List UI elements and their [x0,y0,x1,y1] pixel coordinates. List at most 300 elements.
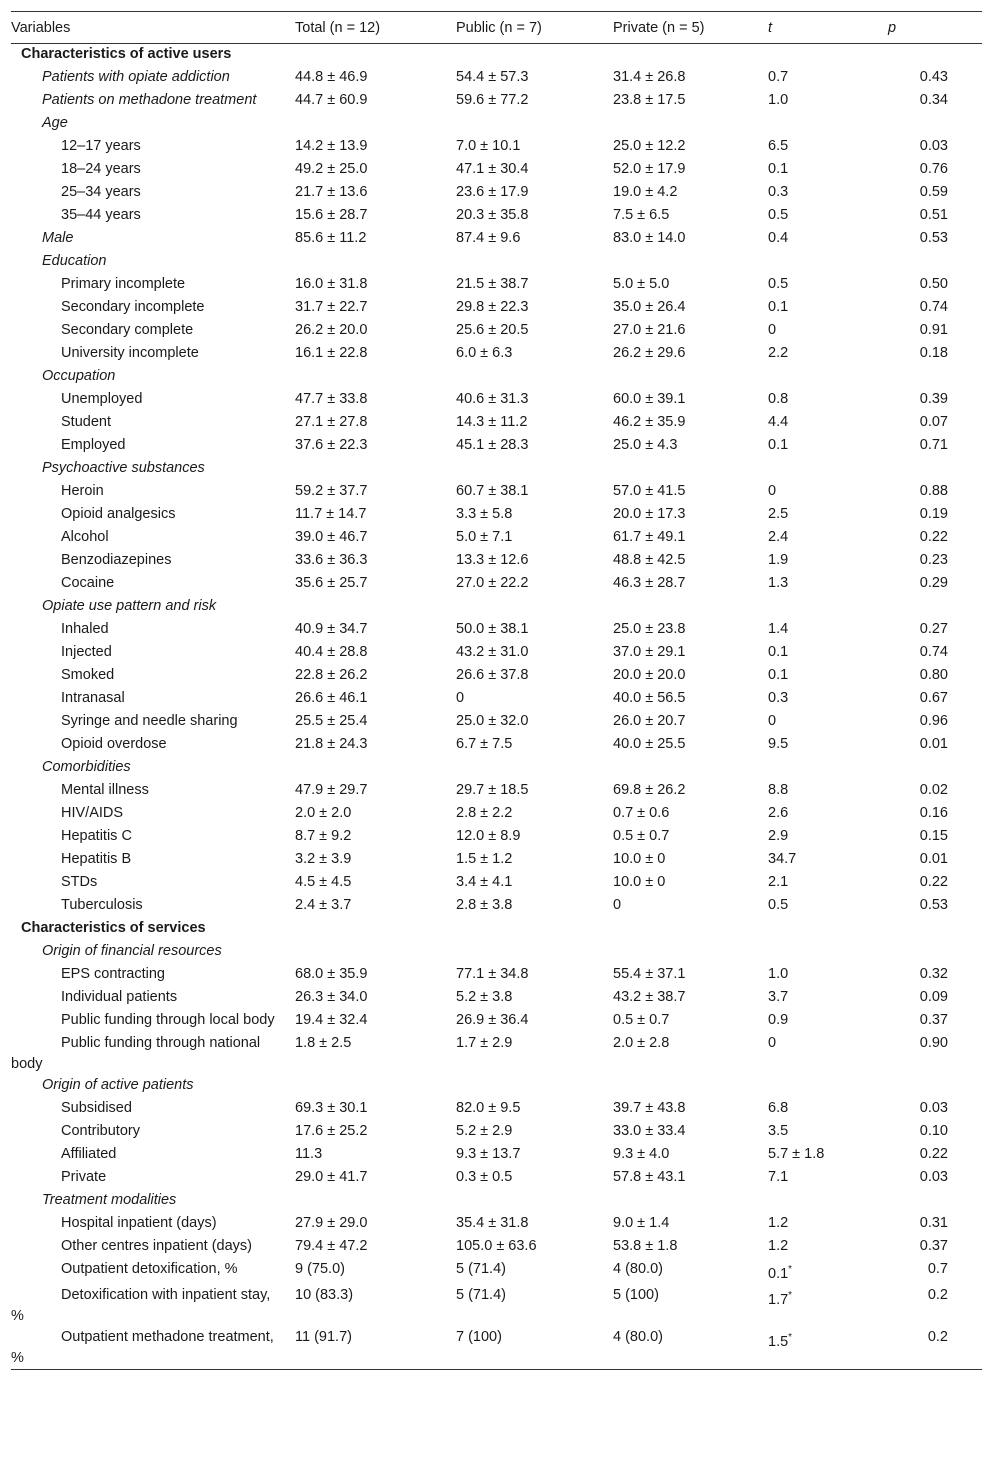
cell-t: 0.5 [768,897,789,913]
cell-t: 0.1 [768,161,789,177]
cell-public [456,757,613,780]
cell-public: 6.0 ± 6.3 [456,345,513,361]
cell-total: 10 (83.3) [295,1286,354,1303]
table-row [11,297,982,320]
cell-p: 0.09 [919,989,948,1005]
table-row [11,734,982,757]
cell-t: 0.1* [768,1264,793,1282]
cell-private [613,44,768,68]
cell-t: 0.1 [768,437,789,453]
cell-private: 25.0 ± 12.2 [613,138,686,154]
row-label: Male [42,230,74,246]
table-body [11,44,982,1370]
group-row [11,366,982,389]
table-row [11,343,982,366]
cell-total: 40.9 ± 34.7 [295,621,368,637]
cell-t [768,458,888,481]
cell-total: 11.3 [295,1146,323,1162]
cell-total: 9 (75.0) [295,1261,345,1277]
cell-private: 55.4 ± 37.1 [613,966,686,982]
cell-total: 44.7 ± 60.9 [295,92,368,108]
cell-t: 5.7 ± 1.8 [768,1146,825,1162]
cell-private: 69.8 ± 26.2 [613,782,686,798]
cell-public: 25.0 ± 32.0 [456,713,529,729]
cell-private [613,596,768,619]
cell-private: 5.0 ± 5.0 [613,276,670,292]
cell-public: 5 (71.4) [456,1286,506,1303]
row-label: Patients with opiate addiction [42,69,230,85]
group-row [11,251,982,274]
row-label: Origin of active patients [42,1077,194,1093]
cell-public: 26.6 ± 37.8 [456,667,529,683]
table-row [11,688,982,711]
cell-total: 31.7 ± 22.7 [295,299,368,315]
cell-private: 39.7 ± 43.8 [613,1100,686,1116]
cell-total: 47.9 ± 29.7 [295,782,368,798]
cell-p: 0.03 [919,1100,948,1116]
cell-p [888,918,982,941]
table-row [11,642,982,665]
cell-t: 1.2 [768,1238,789,1254]
cell-private: 37.0 ± 29.1 [613,644,686,660]
row-label: Student [61,414,111,430]
header-total: Total (n = 12) [295,12,456,44]
cell-private: 52.0 ± 17.9 [613,161,686,177]
cell-private: 7.5 ± 6.5 [613,207,670,223]
cell-private: 0.5 ± 0.7 [613,1012,670,1028]
cell-public: 3.4 ± 4.1 [456,874,513,890]
cell-total: 85.6 ± 11.2 [295,230,367,246]
row-label: Patients on methadone treatment [42,92,257,108]
row-label: Injected [61,644,112,660]
cell-total: 44.8 ± 46.9 [295,69,368,85]
cell-p: 0.80 [919,667,948,683]
cell-t: 1.5* [768,1327,888,1370]
cell-private: 43.2 ± 38.7 [613,989,686,1005]
row-label: Affiliated [61,1146,117,1162]
cell-private: 19.0 ± 4.2 [613,184,678,200]
table-row [11,780,982,803]
cell-private: 27.0 ± 21.6 [613,322,686,338]
cell-total [295,366,456,389]
table-row [11,1121,982,1144]
table-row [11,159,982,182]
cell-t: 1.3 [768,575,789,591]
cell-p [888,113,982,136]
cell-public: 59.6 ± 77.2 [456,92,529,108]
cell-p: 0.74 [919,644,948,660]
cell-p: 0.10 [919,1123,948,1139]
cell-public: 35.4 ± 31.8 [456,1215,529,1231]
cell-p: 0.91 [919,322,948,338]
cell-total: 27.9 ± 29.0 [295,1215,368,1231]
cell-total: 39.0 ± 46.7 [295,529,368,545]
cell-total [295,941,456,964]
row-label: Treatment modalities [42,1192,177,1208]
cell-public: 2.8 ± 3.8 [456,897,513,913]
table-row [11,205,982,228]
cell-p: 0.53 [919,897,948,913]
cell-private: 0.5 ± 0.7 [613,828,670,844]
cell-t: 6.5 [768,138,789,154]
cell-p: 0.90 [919,1035,948,1051]
cell-public [456,113,613,136]
cell-private: 40.0 ± 56.5 [613,690,686,706]
table-row [11,803,982,826]
cell-t: 6.8 [768,1100,789,1116]
cell-p: 0.74 [919,299,948,315]
cell-t: 0 [768,322,777,338]
cell-t: 0 [768,483,777,499]
cell-private: 5 (100) [613,1286,659,1303]
cell-total: 40.4 ± 28.8 [295,644,368,660]
section-row [11,918,982,941]
cell-p [888,366,982,389]
cell-public: 0 [456,690,465,706]
cell-p: 0.29 [919,575,948,591]
cell-public: 87.4 ± 9.6 [456,230,521,246]
cell-p: 0.7 [927,1261,948,1277]
cell-total: 68.0 ± 35.9 [295,966,368,982]
cell-private: 57.0 ± 41.5 [613,483,686,499]
cell-private [613,757,768,780]
table-row [11,849,982,872]
cell-p: 0.71 [919,437,948,453]
cell-total [295,1190,456,1213]
header-variables: Variables [11,12,295,44]
row-label: Benzodiazepines [61,552,172,568]
cell-public: 14.3 ± 11.2 [456,414,528,430]
row-label: 25–34 years [61,184,141,200]
cell-total: 2.4 ± 3.7 [295,897,352,913]
cell-p: 0.32 [919,966,948,982]
cell-public: 105.0 ± 63.6 [456,1238,537,1254]
cell-total: 22.8 ± 26.2 [295,667,368,683]
table-row [11,1033,982,1075]
cell-public: 29.8 ± 22.3 [456,299,529,315]
cell-p: 0.02 [919,782,948,798]
cell-public: 6.7 ± 7.5 [456,736,513,752]
table-row [11,67,982,90]
cell-p [888,757,982,780]
cell-private [613,1190,768,1213]
cell-total: 79.4 ± 47.2 [295,1238,368,1254]
row-label: University incomplete [61,345,199,361]
cell-public [456,1075,613,1098]
group-row [11,1075,982,1098]
cell-total [295,113,456,136]
cell-total [295,458,456,481]
cell-private: 53.8 ± 1.8 [613,1238,678,1254]
cell-private: 46.2 ± 35.9 [613,414,686,430]
cell-private: 61.7 ± 49.1 [613,529,686,545]
row-label: 18–24 years [61,161,141,177]
cell-public: 0.3 ± 0.5 [456,1169,513,1185]
row-label: Alcohol [61,529,109,545]
cell-t: 2.4 [768,529,789,545]
cell-p: 0.15 [919,828,948,844]
header-row [11,12,982,44]
cell-private: 2.0 ± 2.8 [613,1035,670,1051]
cell-public: 20.3 ± 35.8 [456,207,529,223]
cell-total: 17.6 ± 25.2 [295,1123,368,1139]
row-label: Mental illness [61,782,149,798]
cell-t [768,113,888,136]
cell-public: 43.2 ± 31.0 [456,644,529,660]
cell-p: 0.37 [919,1238,948,1254]
table-row [11,504,982,527]
row-label [11,1327,295,1370]
table-row [11,90,982,113]
cell-total [295,1075,456,1098]
row-label: Education [42,253,107,269]
row-label: STDs [61,874,98,890]
cell-public [456,251,613,274]
cell-p: 0.03 [919,138,948,154]
cell-public: 5.0 ± 7.1 [456,529,513,545]
table-row [11,573,982,596]
cell-private: 10.0 ± 0 [613,851,666,867]
cell-t: 3.5 [768,1123,789,1139]
cell-t: 0.8 [768,391,789,407]
cell-private: 4 (80.0) [613,1261,663,1277]
cell-public: 21.5 ± 38.7 [456,276,529,292]
table-row [11,136,982,159]
cell-t: 0 [768,713,777,729]
cell-total [295,918,456,941]
group-row [11,113,982,136]
cell-total: 33.6 ± 36.3 [295,552,368,568]
cell-p: 0.23 [919,552,948,568]
row-label: Opioid analgesics [61,506,176,522]
table-row [11,987,982,1010]
group-row [11,596,982,619]
table-row [11,895,982,918]
cell-t: 0.1 [768,667,789,683]
cell-t [768,1075,888,1098]
cell-private: 20.0 ± 17.3 [613,506,686,522]
cell-p: 0.76 [919,161,948,177]
cell-total: 35.6 ± 25.7 [295,575,368,591]
cell-total [295,757,456,780]
table-row [11,826,982,849]
row-label: Characteristics of active users [21,46,232,62]
table-row [11,711,982,734]
cell-public [456,1190,613,1213]
cell-total: 1.8 ± 2.5 [295,1035,352,1051]
cell-public: 25.6 ± 20.5 [456,322,529,338]
cell-t [768,918,888,941]
cell-p: 0.19 [919,506,948,522]
cell-p: 0.27 [919,621,948,637]
cell-total: 14.2 ± 13.9 [295,138,368,154]
cell-p: 0.53 [919,230,948,246]
cell-private: 10.0 ± 0 [613,874,666,890]
cell-t: 1.9 [768,552,789,568]
cell-public: 50.0 ± 38.1 [456,621,529,637]
cell-private [613,251,768,274]
cell-p [888,44,982,68]
cell-public: 5.2 ± 2.9 [456,1123,513,1139]
cell-t: 0.1 [768,644,789,660]
cell-total: 3.2 ± 3.9 [295,851,352,867]
cell-t: 0.7 [768,69,789,85]
group-row [11,458,982,481]
table-row [11,1213,982,1236]
row-label: 12–17 years [61,138,141,154]
cell-public: 45.1 ± 28.3 [456,437,529,453]
cell-p [888,941,982,964]
row-label [11,1236,295,1259]
cell-total: 21.8 ± 24.3 [295,736,368,752]
wrapped-label-text: Detoxification with inpatient stay, % [11,1286,271,1324]
cell-t [768,1190,888,1213]
row-label [11,1010,295,1033]
table-row [11,1144,982,1167]
cell-public [456,941,613,964]
cell-t: 1.4 [768,621,789,637]
table-row [11,1327,982,1370]
cell-t: 1.7* [768,1289,793,1308]
row-label: Age [42,115,68,131]
row-label: Subsidised [61,1100,132,1116]
cell-public [456,44,613,68]
row-label: Cocaine [61,575,115,591]
cell-p: 0.18 [919,345,948,361]
header-t: t [768,12,888,44]
cell-p [888,251,982,274]
cell-private: 0.7 ± 0.6 [613,805,670,821]
data-table [11,11,982,1370]
cell-private: 83.0 ± 14.0 [613,230,686,246]
table-row [11,872,982,895]
cell-public: 23.6 ± 17.9 [456,184,529,200]
cell-private: 23.8 ± 17.5 [613,92,686,108]
table-row [11,389,982,412]
cell-private: 33.0 ± 33.4 [613,1123,686,1139]
cell-public: 9.3 ± 13.7 [456,1146,521,1162]
cell-t: 0.9 [768,1012,789,1028]
cell-t: 34.7 [768,851,797,867]
cell-t [768,596,888,619]
cell-p: 0.88 [919,483,948,499]
cell-public [456,918,613,941]
row-label: Inhaled [61,621,109,637]
cell-total: 21.7 ± 13.6 [295,184,368,200]
table-row [11,665,982,688]
table-row [11,320,982,343]
cell-p: 0.07 [919,414,948,430]
cell-t: 4.4 [768,414,789,430]
cell-t [768,251,888,274]
cell-p: 0.22 [919,1146,948,1162]
table-row [11,1167,982,1190]
cell-t [768,757,888,780]
cell-private [613,941,768,964]
row-label: HIV/AIDS [61,805,124,821]
row-label: Individual patients [61,989,178,1005]
cell-public: 3.3 ± 5.8 [456,506,513,522]
group-row [11,941,982,964]
cell-total [295,596,456,619]
cell-p [888,596,982,619]
cell-p: 0.16 [919,805,948,821]
cell-total: 16.1 ± 22.8 [295,345,368,361]
cell-private [613,1075,768,1098]
row-label: Secondary incomplete [61,299,205,315]
cell-p: 0.22 [919,529,948,545]
table-row [11,1285,982,1327]
cell-p: 0.59 [919,184,948,200]
row-label: Smoked [61,667,115,683]
cell-t [768,44,888,68]
cell-p [888,458,982,481]
cell-p: 0.50 [919,276,948,292]
cell-total: 11 (91.7) [295,1327,456,1370]
cell-private: 25.0 ± 4.3 [613,437,678,453]
wrapped-label-text: Public funding through local body [61,1012,275,1028]
cell-private: 9.0 ± 1.4 [613,1215,670,1231]
cell-public: 40.6 ± 31.3 [456,391,529,407]
cell-p: 0.01 [919,736,948,752]
table-row [11,182,982,205]
cell-public: 29.7 ± 18.5 [456,782,529,798]
cell-total: 15.6 ± 28.7 [295,207,368,223]
table-row [11,619,982,642]
cell-p: 0.67 [919,690,948,706]
row-label: Characteristics of services [21,920,206,936]
row-label: Hepatitis B [61,851,132,867]
cell-p [888,1190,982,1213]
row-label: Hospital inpatient (days) [61,1215,217,1231]
cell-t: 2.9 [768,828,789,844]
table-row [11,550,982,573]
cell-total: 59.2 ± 37.7 [295,483,368,499]
row-label: Tuberculosis [61,897,143,913]
row-label: Secondary complete [61,322,194,338]
row-label: Heroin [61,483,104,499]
cell-total: 16.0 ± 31.8 [295,276,368,292]
cell-t: 0.3 [768,690,789,706]
row-label: Primary incomplete [61,276,186,292]
cell-total: 49.2 ± 25.0 [295,161,368,177]
wrapped-label-text: Public funding through national body [11,1035,261,1072]
cell-total: 2.0 ± 2.0 [295,805,352,821]
cell-public: 5 (71.4) [456,1261,506,1277]
table-row [11,964,982,987]
cell-t: 1.0 [768,92,789,108]
group-row [11,1190,982,1213]
cell-public: 82.0 ± 9.5 [456,1100,521,1116]
cell-private [613,113,768,136]
cell-private: 48.8 ± 42.5 [613,552,686,568]
cell-total: 37.6 ± 22.3 [295,437,368,453]
cell-private: 4 (80.0) [613,1327,768,1370]
cell-t: 0.5 [768,276,789,292]
row-label: Private [61,1169,107,1185]
cell-private [613,366,768,389]
row-label: Outpatient detoxification, % [61,1261,238,1277]
cell-private: 26.0 ± 20.7 [613,713,686,729]
cell-p: 0.43 [919,69,948,85]
cell-p: 0.37 [919,1012,948,1028]
cell-private: 26.2 ± 29.6 [613,345,686,361]
cell-public: 54.4 ± 57.3 [456,69,529,85]
row-label: Employed [61,437,126,453]
cell-t: 0.1 [768,299,789,315]
cell-t [768,941,888,964]
cell-total: 11.7 ± 14.7 [295,506,367,522]
